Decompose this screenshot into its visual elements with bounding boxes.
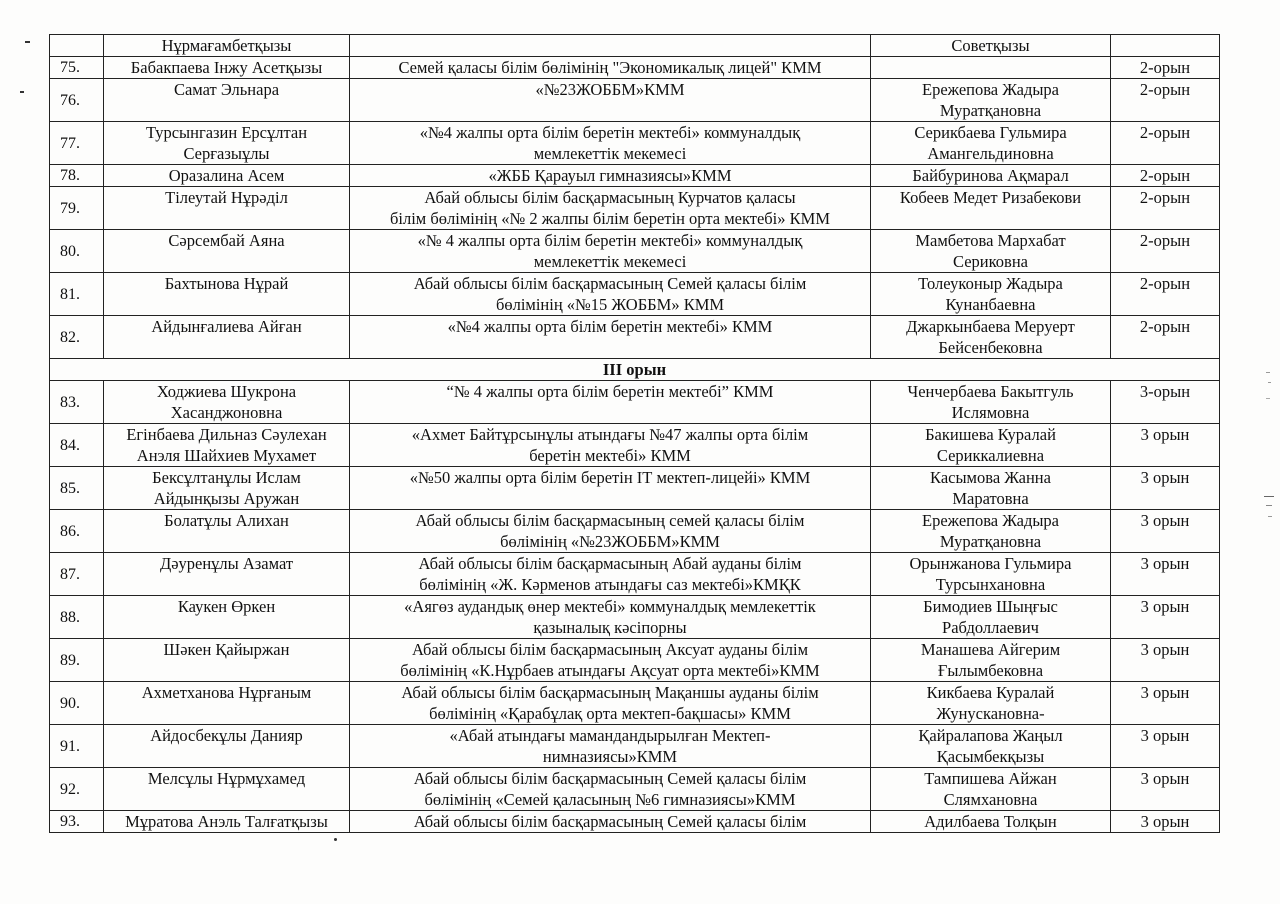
school-name: Семей қаласы білім бөлімінің "Экономикалық лицей" КММ	[350, 57, 871, 79]
school-name: Абай облысы білім басқармасының Абай ауданы білім бөлімінің «Ж. Кәрменов атындағы саз мектебі»КМҚК	[350, 553, 871, 596]
table-row	[50, 381, 1220, 424]
teacher-name: Орынжанова Гульмира Турсынхановна	[871, 553, 1111, 596]
table-row	[50, 596, 1220, 639]
place-award: 3 орын	[1111, 725, 1220, 768]
school-name: «№50 жалпы орта білім беретін ІТ мектеп-лицейі» КММ	[350, 467, 871, 510]
table-row	[50, 424, 1220, 467]
place-award: 3 орын	[1111, 768, 1220, 811]
scan-speck	[1266, 372, 1270, 373]
row-number: 92.	[50, 768, 104, 811]
place-award: 2-орын	[1111, 187, 1220, 230]
teacher-name: Ережепова Жадыра Муратқановна	[871, 79, 1111, 122]
participant-name: Болатұлы Алихан	[104, 510, 350, 553]
row-number: 80.	[50, 230, 104, 273]
school-name: “№ 4 жалпы орта білім беретін мектебі” КММ	[350, 381, 871, 424]
table-row-continuation	[50, 35, 1220, 57]
participant-name: Каукен Өркен	[104, 596, 350, 639]
participant-name: Бабакпаева Інжу Асетқызы	[104, 57, 350, 79]
school-name: «Аягөз аудандық өнер мектебі» коммуналдық мемлекеттік қазыналық кәсіпорны	[350, 596, 871, 639]
participant-name: Оразалина Асем	[104, 165, 350, 187]
teacher-name: Советқызы	[871, 35, 1111, 57]
table-row	[50, 79, 1220, 122]
participant-name: Самат Эльнара	[104, 79, 350, 122]
row-number: 77.	[50, 122, 104, 165]
teacher-name: Бакишева Куралай Сериккалиевна	[871, 424, 1111, 467]
row-number: 78.	[50, 165, 104, 187]
participant-name: Айдосбекұлы Данияр	[104, 725, 350, 768]
place-award: 2-орын	[1111, 79, 1220, 122]
place-award: 2-орын	[1111, 122, 1220, 165]
teacher-name: Толеуконыр Жадыра Кунанбаевна	[871, 273, 1111, 316]
school-name: «№4 жалпы орта білім беретін мектебі» коммуналдық мемлекеттік мекемесі	[350, 122, 871, 165]
teacher-name: Бимодиев Шыңғыс Рабдоллаевич	[871, 596, 1111, 639]
row-number: 82.	[50, 316, 104, 359]
school-name: «ЖББ Қарауыл гимназиясы»КММ	[350, 165, 871, 187]
row-number: 81.	[50, 273, 104, 316]
scan-speck	[1264, 496, 1274, 497]
row-number: 76.	[50, 79, 104, 122]
school-name: Абай облысы білім басқармасының Аксуат ауданы білім бөлімінің «К.Нұрбаев атындағы Ақсуат орта мектебі»КММ	[350, 639, 871, 682]
school-name: «№23ЖОББМ»КММ	[350, 79, 871, 122]
teacher-name: Серикбаева Гульмира Амангельдиновна	[871, 122, 1111, 165]
school-name: «№ 4 жалпы орта білім беретін мектебі» коммуналдық мемлекеттік мекемесі	[350, 230, 871, 273]
table-row	[50, 682, 1220, 725]
table-row	[50, 122, 1220, 165]
participant-name: Мелсұлы Нұрмұхамед	[104, 768, 350, 811]
place-award: 3 орын	[1111, 811, 1220, 833]
place-award: 3 орын	[1111, 424, 1220, 467]
row-number: 93.	[50, 811, 104, 833]
row-number	[50, 35, 104, 57]
teacher-name: Тампишева Айжан Слямхановна	[871, 768, 1111, 811]
place-award: 3 орын	[1111, 510, 1220, 553]
row-number: 90.	[50, 682, 104, 725]
place-award: 3 орын	[1111, 596, 1220, 639]
section-title: ІІІ орын	[50, 359, 1220, 381]
row-number: 87.	[50, 553, 104, 596]
scan-speck	[1268, 382, 1271, 383]
place-award: 3 орын	[1111, 639, 1220, 682]
place-award: 3 орын	[1111, 553, 1220, 596]
row-number: 79.	[50, 187, 104, 230]
table-row	[50, 467, 1220, 510]
table-row	[50, 639, 1220, 682]
row-number: 75.	[50, 57, 104, 79]
school-name: Абай облысы білім басқармасының Семей қаласы білім	[350, 811, 871, 833]
table-row	[50, 725, 1220, 768]
row-number: 91.	[50, 725, 104, 768]
place-award: 3-орын	[1111, 381, 1220, 424]
row-number: 89.	[50, 639, 104, 682]
school-name: Абай облысы білім басқармасының семей қаласы білім бөлімінің «№23ЖОББМ»КММ	[350, 510, 871, 553]
row-number: 84.	[50, 424, 104, 467]
participant-name: Тілеутай Нұрәділ	[104, 187, 350, 230]
participant-name: Шәкен Қайыржан	[104, 639, 350, 682]
teacher-name: Кобеев Медет Ризабекови	[871, 187, 1111, 230]
school-name	[350, 35, 871, 57]
place-award	[1111, 35, 1220, 57]
row-number: 86.	[50, 510, 104, 553]
scan-speck	[1266, 398, 1270, 399]
teacher-name: Байбуринова Ақмарал	[871, 165, 1111, 187]
participant-name: Бексұлтанұлы Ислам Айдынқызы Аружан	[104, 467, 350, 510]
scan-speck	[20, 91, 24, 93]
teacher-name: Джаркынбаева Меруерт Бейсенбековна	[871, 316, 1111, 359]
participant-name: Бахтынова Нұрай	[104, 273, 350, 316]
row-number: 88.	[50, 596, 104, 639]
participant-name: Ходжиева Шукрона Хасанджоновна	[104, 381, 350, 424]
place-award: 2-орын	[1111, 165, 1220, 187]
participant-name: Мұратова Анэль Талғатқызы	[104, 811, 350, 833]
results-table	[49, 34, 1220, 833]
place-award: 2-орын	[1111, 230, 1220, 273]
school-name: Абай облысы білім басқармасының Курчатов қаласы білім бөлімінің «№ 2 жалпы білім беретін орта мектебі» КММ	[350, 187, 871, 230]
participant-name: Ахметханова Нұрғаным	[104, 682, 350, 725]
participant-name: Нұрмағамбетқызы	[104, 35, 350, 57]
table-row	[50, 316, 1220, 359]
scan-speck	[1268, 516, 1272, 517]
school-name: «Абай атындағы мамандандырылған Мектеп- нимназиясы»КММ	[350, 725, 871, 768]
school-name: Абай облысы білім басқармасының Семей қаласы білім бөлімінің «№15 ЖОББМ» КММ	[350, 273, 871, 316]
scan-speck	[1266, 505, 1272, 506]
place-award: 2-орын	[1111, 273, 1220, 316]
row-number: 83.	[50, 381, 104, 424]
teacher-name	[871, 57, 1111, 79]
teacher-name: Манашева Айгерим Ғылымбековна	[871, 639, 1111, 682]
teacher-name: Қайралапова Жаңыл Қасымбекқызы	[871, 725, 1111, 768]
teacher-name: Кикбаева Куралай Жунускановна-	[871, 682, 1111, 725]
participant-name: Турсынгазин Ерсұлтан Серғазыұлы	[104, 122, 350, 165]
table-row	[50, 57, 1220, 79]
teacher-name: Мамбетова Мархабат Сериковна	[871, 230, 1111, 273]
teacher-name: Адилбаева Толқын	[871, 811, 1111, 833]
table-row	[50, 230, 1220, 273]
table-row	[50, 510, 1220, 553]
participant-name: Сәрсембай Аяна	[104, 230, 350, 273]
school-name: Абай облысы білім басқармасының Мақаншы ауданы білім бөлімінің «Қарабұлақ орта мектеп-бақшасы» КММ	[350, 682, 871, 725]
table-row	[50, 811, 1220, 833]
school-name: «№4 жалпы орта білім беретін мектебі» КММ	[350, 316, 871, 359]
row-number: 85.	[50, 467, 104, 510]
table-row	[50, 768, 1220, 811]
school-name: Абай облысы білім басқармасының Семей қаласы білім бөлімінің «Семей қаласының №6 гимназиясы»КММ	[350, 768, 871, 811]
teacher-name: Касымова Жанна Маратовна	[871, 467, 1111, 510]
table-row	[50, 165, 1220, 187]
participant-name: Егінбаева Дильназ Сәулехан Анэля Шайхиев Мухамет	[104, 424, 350, 467]
place-award: 2-орын	[1111, 316, 1220, 359]
scan-speck	[334, 838, 337, 841]
place-award: 3 орын	[1111, 467, 1220, 510]
table-row	[50, 553, 1220, 596]
teacher-name: Ченчербаева Бакытгуль Ислямовна	[871, 381, 1111, 424]
school-name: «Ахмет Байтұрсынұлы атындағы №47 жалпы орта білім беретін мектебі» КММ	[350, 424, 871, 467]
table-row	[50, 273, 1220, 316]
teacher-name: Ережепова Жадыра Муратқановна	[871, 510, 1111, 553]
place-award: 2-орын	[1111, 57, 1220, 79]
scan-speck	[25, 41, 30, 43]
place-award: 3 орын	[1111, 682, 1220, 725]
participant-name: Айдынғалиева Айған	[104, 316, 350, 359]
section-header-row	[50, 359, 1220, 381]
table-row	[50, 187, 1220, 230]
participant-name: Дәуренұлы Азамат	[104, 553, 350, 596]
